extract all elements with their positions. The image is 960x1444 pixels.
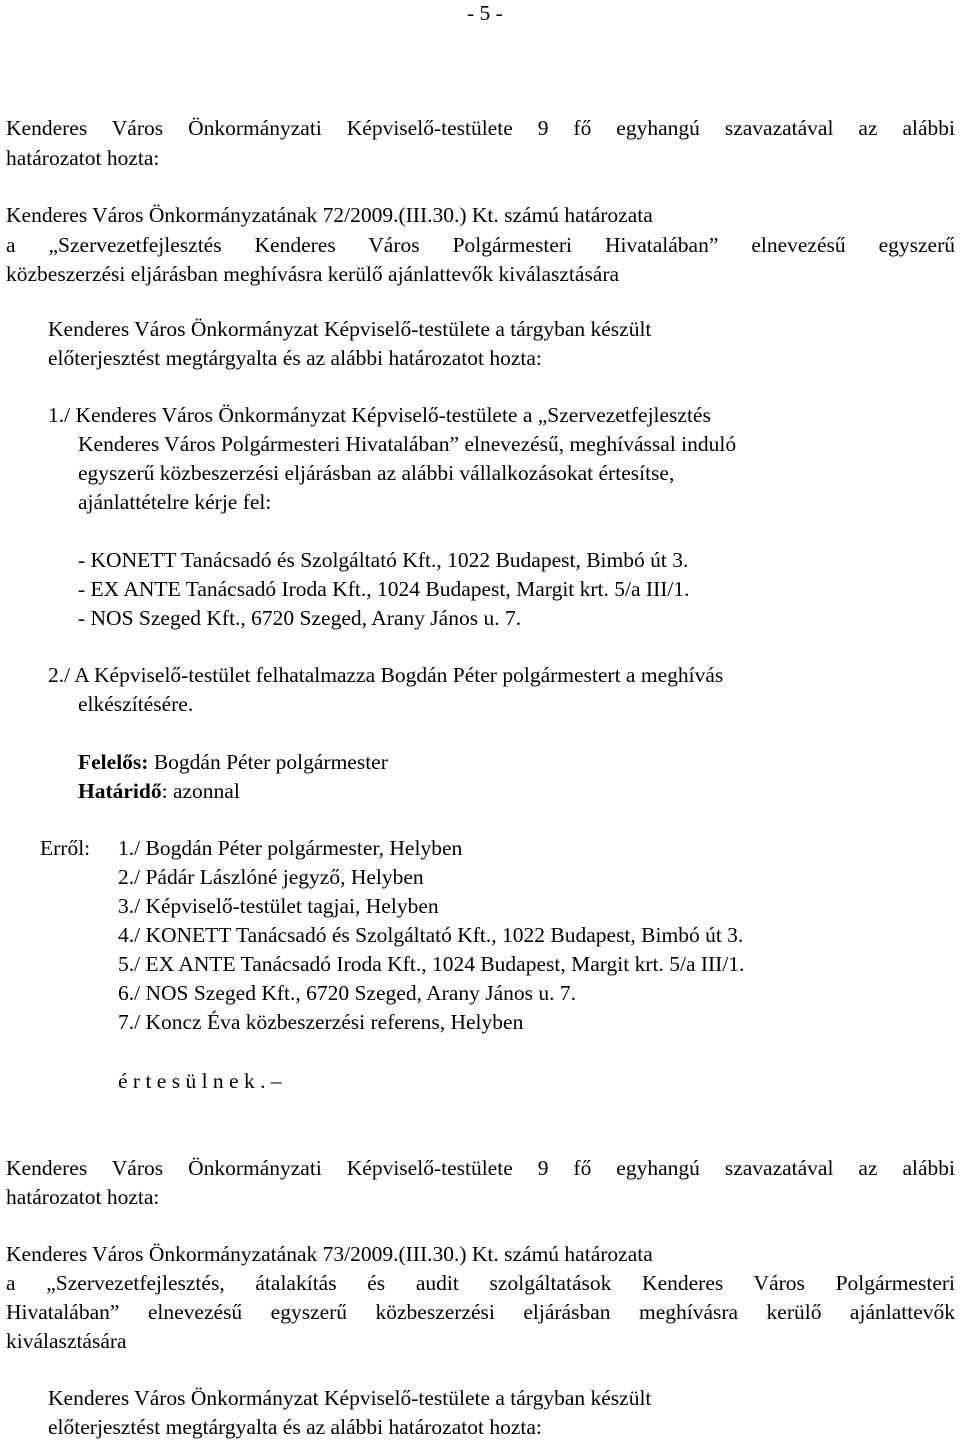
notify-list-item: 4./ KONETT Tanácsadó és Szolgáltató Kft., 1022 Budapest, Bimbó út 3. [118,923,744,947]
notify-list-item: 7./ Koncz Éva közbeszerzési referens, Helyben [118,1010,524,1034]
resolution-subject-line: a „Szervezetfejlesztés, átalakítás és audit szolgáltatások Kenderes Város Polgármesteri [6,1271,955,1295]
resolution-title: Kenderes Város Önkormányzatának 73/2009.(III.30.) Kt. számú határozata [6,1242,653,1266]
point-2-line: elkészítésére. [78,692,194,716]
deadline-value: : azonnal [161,779,240,803]
notify-label: Erről: [40,836,91,860]
notify-list-item: 2./ Pádár Lászlóné jegyző, Helyben [118,865,424,889]
point-1-line: 1./ Kenderes Város Önkormányzat Képviselő-testülete a „Szervezetfejlesztés [48,403,711,427]
point-1-line: ajánlattételre kérje fel: [78,490,272,514]
preamble-line: előterjesztést megtárgyalta és az alábbi határozatot hozta: [48,346,542,370]
resolution-subject-line: a „Szervezetfejlesztés Kenderes Város Polgármesteri Hivatalában” elnevezésű egyszerű [6,233,955,257]
vote-text-line: határozatot hozta: [6,1185,160,1209]
resolution-title: Kenderes Város Önkormányzatának 72/2009.(III.30.) Kt. számú határozata [6,203,653,227]
resolution-subject-line: közbeszerzési eljárásban meghívásra kerülő ajánlattevők kiválasztására [6,262,620,286]
vote-text-line: határozatot hozta: [6,146,160,170]
responsible-line [78,752,388,774]
firm-list-item: - KONETT Tanácsadó és Szolgáltató Kft., 1022 Budapest, Bimbó út 3. [78,548,689,572]
preamble-line: Kenderes Város Önkormányzat Képviselő-testülete a tárgyban készült [48,1386,652,1410]
deadline-line [78,781,240,803]
notify-list-item: 3./ Képviselő-testület tagjai, Helyben [118,894,439,918]
responsible-value: Bogdán Péter polgármester [148,750,388,774]
point-2-line: 2./ A Képviselő-testület felhatalmazza Bogdán Péter polgármestert a meghívás [48,663,724,687]
point-1-line: Kenderes Város Polgármesteri Hivatalában” elnevezésű, meghívással induló [78,432,737,456]
deadline-label: Határidő [78,779,162,803]
notify-list-item: 6./ NOS Szeged Kft., 6720 Szeged, Arany János u. 7. [118,981,577,1005]
vote-text-line: Kenderes Város Önkormányzati Képviselő-testülete 9 fő egyhangú szavazatával az alábbi [6,1156,955,1180]
responsible-label: Felelős: [78,750,149,774]
resolution-subject-line: Hivatalában” elnevezésű egyszerű közbeszerzési eljárásban meghívásra kerülő ajánlattevők [6,1300,955,1324]
point-1-line: egyszerű közbeszerzési eljárásban az alábbi vállalkozásokat értesítse, [78,461,675,485]
preamble-line: előterjesztést megtárgyalta és az alábbi határozatot hozta: [48,1415,542,1439]
vote-text-line: Kenderes Város Önkormányzati Képviselő-testülete 9 fő egyhangú szavazatával az alábbi [6,116,955,140]
notified-text: é r t e s ü l n e k . – [118,1069,282,1093]
firm-list-item: - NOS Szeged Kft., 6720 Szeged, Arany János u. 7. [78,606,522,630]
firm-list-item: - EX ANTE Tanácsadó Iroda Kft., 1024 Budapest, Margit krt. 5/a III/1. [78,577,690,601]
page-number: - 5 - [467,1,503,25]
preamble-line: Kenderes Város Önkormányzat Képviselő-testülete a tárgyban készült [48,317,652,341]
resolution-subject-line: kiválasztására [6,1329,127,1353]
notify-list-item: 5./ EX ANTE Tanácsadó Iroda Kft., 1024 Budapest, Margit krt. 5/a III/1. [118,952,745,976]
notify-list-item: 1./ Bogdán Péter polgármester, Helyben [118,836,463,860]
